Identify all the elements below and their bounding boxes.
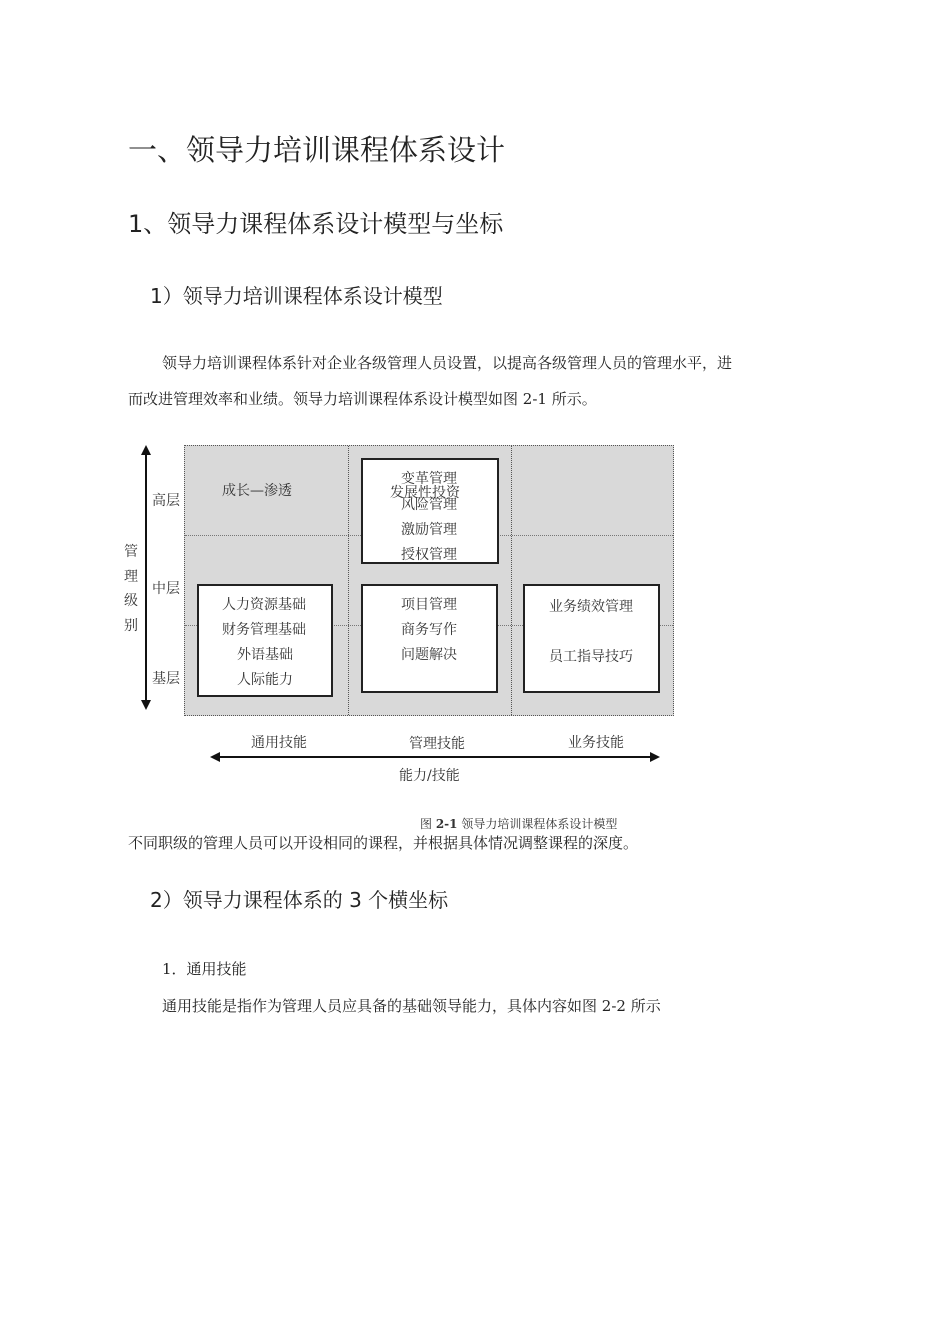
intro-line-2: 而改进管理效率和业绩。领导力培训课程体系设计模型如图 2-1 所示。 <box>128 390 597 408</box>
level-high: 高层 <box>152 493 180 509</box>
column-business-skills: 业务技能 <box>568 735 624 751</box>
y-axis-title <box>124 540 140 638</box>
y-axis-char: 理 <box>124 568 138 585</box>
subsection-heading-1: 1）领导力培训课程体系设计模型 <box>150 284 443 308</box>
course-item: 人际能力 <box>237 672 293 688</box>
course-item: 员工指导技巧 <box>549 649 633 665</box>
growth-label: 成长—渗透 <box>222 483 292 499</box>
figure-caption <box>420 815 617 832</box>
course-item: 风险管理 <box>401 497 457 513</box>
y-axis-char: 管 <box>124 544 138 560</box>
caption-prefix: 图 <box>420 817 436 831</box>
intro-line-1: 领导力培训课程体系针对企业各级管理人员设置，以提高各级管理人员的管理水平，进 <box>162 354 733 372</box>
y-axis-char: 级 <box>124 593 138 609</box>
caption-number: 2-1 <box>435 817 458 831</box>
after-figure-text: 不同职级的管理人员可以开设相同的课程，并根据具体情况调整课程的深度。 <box>128 834 639 852</box>
column-general-skills: 通用技能 <box>251 735 307 751</box>
subsection-heading-2: 2）领导力课程体系的 3 个横坐标 <box>150 888 449 912</box>
level-base: 基层 <box>152 671 180 687</box>
level-mid: 中层 <box>152 581 180 597</box>
horizontal-axis-arrow <box>210 750 660 764</box>
course-item: 问题解决 <box>401 647 457 663</box>
item-1-title: 1．通用技能 <box>162 960 247 978</box>
course-item: 业务绩效管理 <box>549 599 633 615</box>
course-item: 外语基础 <box>237 647 293 663</box>
course-item: 项目管理 <box>401 597 457 613</box>
column-management-skills: 管理技能 <box>409 736 465 752</box>
course-item: 发展性投资 <box>390 485 460 501</box>
x-axis-title: 能力/技能 <box>399 768 460 784</box>
y-axis-char: 别 <box>124 617 138 634</box>
course-item: 激励管理 <box>401 522 457 538</box>
course-item: 授权管理 <box>401 547 457 563</box>
caption-text: 领导力培训课程体系设计模型 <box>457 817 618 831</box>
page-title: 一、领导力培训课程体系设计 <box>128 133 506 167</box>
section-heading: 1、领导力课程体系设计模型与坐标 <box>128 210 504 238</box>
course-item: 财务管理基础 <box>222 622 306 638</box>
course-model-diagram <box>118 440 688 785</box>
grid-divider <box>511 446 512 715</box>
item-1-text: 通用技能是指作为管理人员应具备的基础领导能力，具体内容如图 2-2 所示 <box>162 997 661 1015</box>
course-item: 变革管理 <box>401 471 457 487</box>
course-item: 商务写作 <box>401 622 457 638</box>
course-item: 人力资源基础 <box>222 597 306 613</box>
grid-divider <box>348 446 349 715</box>
